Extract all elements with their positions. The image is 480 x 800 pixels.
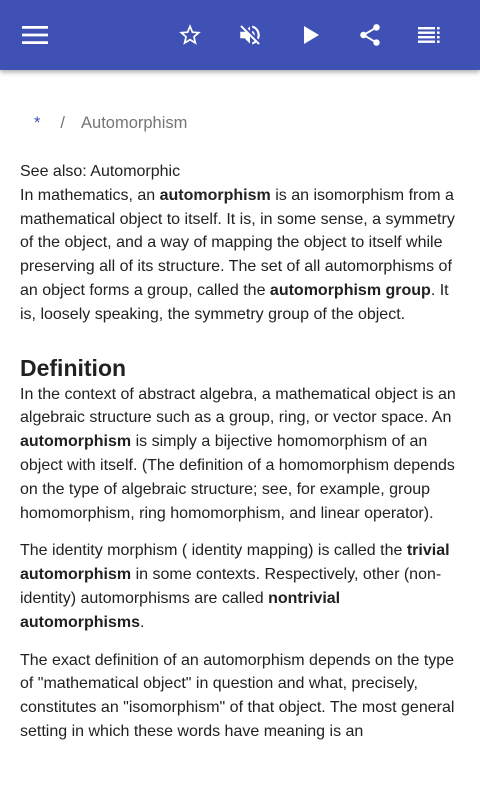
- intro-paragraph: In mathematics, an automorphism is an isomorphism from a mathematical object to itself. It is, in some sense, a symmetry of the object, and a way of mapping the object to itself while preserving all of its structure. The set of all automorphisms of an object forms a group, called the automorphism group. It is, loosely speaking, the symmetry group of the object.: [20, 186, 455, 323]
- section-heading-definition: Definition: [20, 354, 127, 381]
- article-content[interactable]: [0, 70, 480, 800]
- definition-paragraph-1: In the context of abstract algebra, a mathematical object is an algebraic structure such as a group, ring, or vector space. An automorphism is simply a bijective homomorphism of an object with itself. (The definition of a homomorphism depends on the type of algebraic structure; see, for example, group homomorphism, ring homomorphism, and linear operator).: [20, 385, 456, 522]
- bold-term: trivial automorphism: [20, 542, 450, 584]
- mute-button[interactable]: [226, 11, 274, 59]
- play-button[interactable]: [287, 11, 335, 59]
- share-button[interactable]: [346, 11, 394, 59]
- definition-paragraph-3: The exact definition of an automorphism depends on the type of "mathematical object" in question and what, precisely, constitutes an "isomorphism" of that object. The most general setting in which these words have meaning is an: [20, 651, 455, 740]
- breadcrumb: [34, 114, 187, 136]
- article-body: [20, 160, 465, 744]
- menu-icon: [22, 25, 48, 45]
- volume-off-icon: [237, 22, 263, 48]
- breadcrumb-separator: /: [60, 114, 66, 132]
- app-bar: [0, 0, 480, 70]
- bold-term: automorphism: [159, 186, 271, 204]
- bold-term: nontrivial automorphisms: [20, 589, 341, 631]
- contents-button[interactable]: [406, 11, 454, 59]
- share-icon: [357, 22, 383, 48]
- star-outline-icon: [177, 22, 203, 48]
- play-icon: [300, 23, 322, 47]
- see-also-line: See also: Automorphic: [20, 163, 181, 180]
- bold-term: automorphism: [20, 433, 132, 451]
- favorite-button[interactable]: [166, 11, 214, 59]
- bold-term: automorphism group: [269, 281, 431, 299]
- breadcrumb-home-link[interactable]: *: [34, 114, 41, 132]
- playlist-icon: [417, 25, 443, 45]
- breadcrumb-current: Automorphism: [81, 114, 188, 132]
- definition-paragraph-2: The identity morphism ( identity mapping) is called the trivial automorphism in some contexts. Respectively, other (non-identity) automorphisms are called nontrivial automorphisms.: [20, 542, 450, 631]
- menu-button[interactable]: [11, 11, 59, 59]
